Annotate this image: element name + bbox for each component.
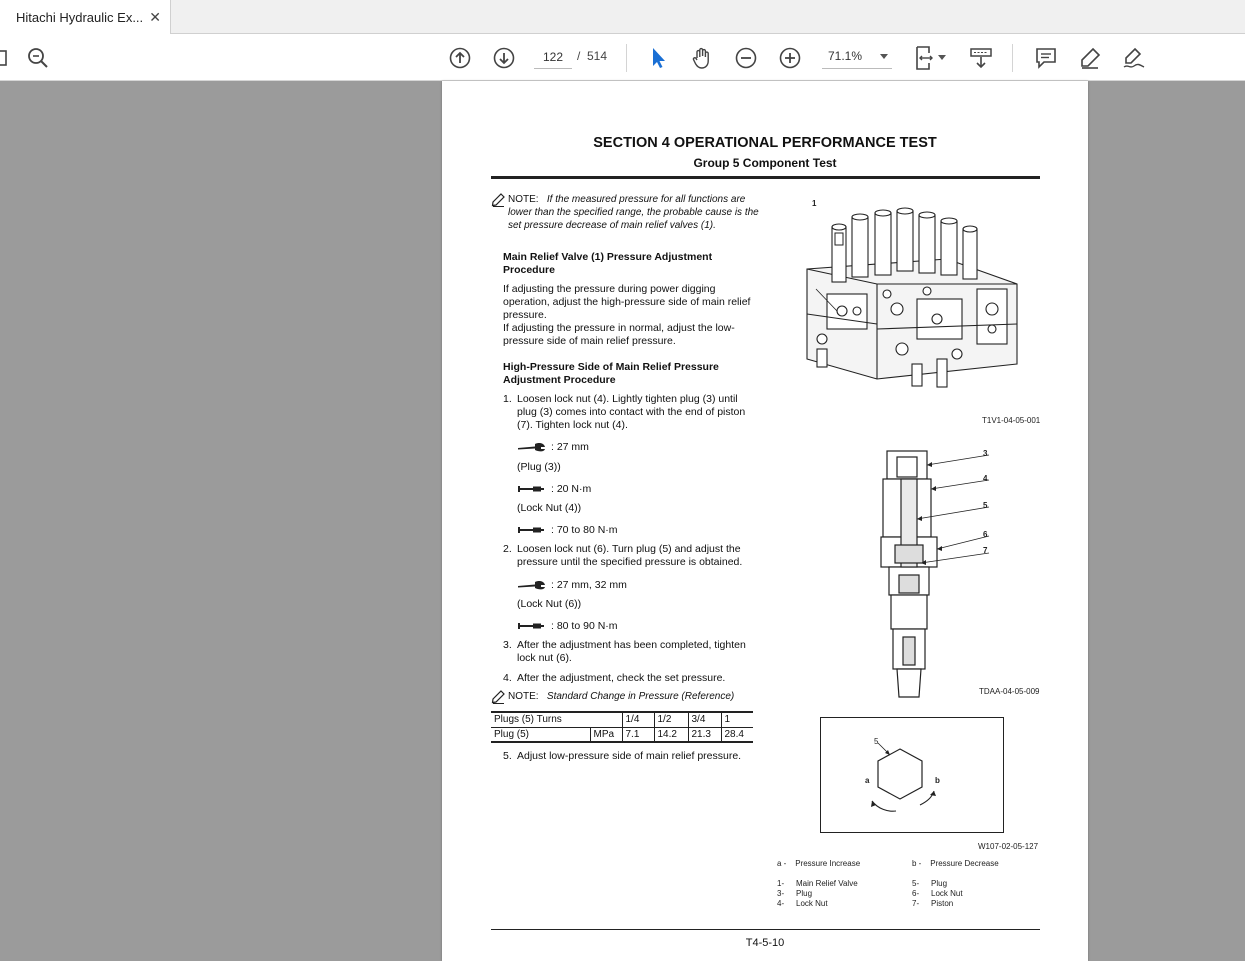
pressure-reference-table: [491, 711, 753, 743]
torque-wrench-icon: [517, 526, 547, 534]
legend-item: b - Pressure Decrease: [912, 859, 999, 868]
step-item: 1. Loosen lock nut (4). Lightly tighten plug (3) until plug (3) comes into contact with the end of piston (7). Tighten lock nut (4).: [503, 393, 746, 431]
page-number-input[interactable]: [534, 45, 572, 69]
relief-valve-cross-section: [877, 449, 997, 699]
document-tab[interactable]: [0, 0, 171, 34]
note-text-line: Standard Change in Pressure (Reference): [546, 691, 735, 702]
figure-callout: 5: [874, 737, 879, 746]
torque-wrench-icon: [517, 622, 547, 630]
zoom-out-icon[interactable]: [732, 44, 760, 72]
close-tab-icon[interactable]: ✕: [149, 9, 161, 25]
step-item: 3. After the adjustment has been completed, tighten lock nut (6).: [503, 639, 746, 664]
hex-plug-diagram: [820, 717, 1004, 833]
spec-note: (Lock Nut (4)): [517, 502, 582, 514]
step-item: 2. Loosen lock nut (6). Turn plug (5) and adjust the pressure until the specified pressure is obtained.: [503, 543, 743, 568]
section-heading: High-Pressure Side of Main Relief Pressure Adjustment Procedure: [503, 361, 719, 386]
note-text-line: If the measured pressure for all functions are: [546, 194, 746, 205]
panel-toggle-icon[interactable]: [0, 44, 14, 72]
paragraph: If adjusting the pressure during power digging operation, adjust the high-pressure side of main relief pressure. If adjusting the pressure in normal, adjust the low- pressure side of main relief pressure.: [503, 283, 751, 347]
page-total: 514: [587, 49, 608, 63]
toolbar: [0, 34, 1245, 81]
highlight-pen-icon[interactable]: [1076, 44, 1104, 72]
figure-label-b: b: [935, 776, 940, 785]
legend-item: a - Pressure Increase: [777, 859, 861, 868]
document-viewport[interactable]: [0, 81, 1245, 961]
page-footer: T4-5-10: [745, 937, 785, 949]
chevron-down-icon: [880, 54, 888, 59]
comment-icon[interactable]: [1032, 44, 1060, 72]
search-icon[interactable]: [24, 44, 52, 72]
note-label: NOTE:: [508, 194, 539, 205]
spec-line: : 27 mm: [517, 441, 589, 454]
legend-item: 4- Lock Nut: [777, 899, 828, 908]
page-subtitle: Group 5 Component Test: [693, 156, 837, 170]
note-text-line: lower than the specified range, the probable cause is the: [508, 207, 759, 218]
tab-title: Hitachi Hydraulic Ex...: [16, 9, 144, 25]
legend-item: 3- Plug: [777, 889, 813, 898]
legend-item: 1- Main Relief Valve: [777, 879, 858, 888]
wrench-icon: [517, 580, 547, 590]
zoom-value: 71.1%: [828, 49, 863, 63]
spec-note: (Plug (3)): [517, 461, 561, 473]
spec-line: : 27 mm, 32 mm: [517, 579, 627, 592]
torque-wrench-icon: [517, 485, 547, 493]
wrench-icon: [517, 442, 547, 452]
table-row: Plug (5) MPa 7.1 14.2 21.3 28.4: [491, 727, 753, 742]
figure-code: W107-02-05-127: [978, 842, 1039, 851]
legend-item: 7- Piston: [912, 899, 954, 908]
zoom-select[interactable]: [822, 45, 892, 69]
tab-bar: [0, 0, 1245, 34]
note-pencil-icon: [491, 690, 505, 704]
figure-callout: 3: [983, 449, 988, 458]
sign-icon[interactable]: [1120, 44, 1148, 72]
spec-note: (Lock Nut (6)): [517, 598, 582, 610]
figure-label-a: a: [865, 776, 870, 785]
fit-page-icon[interactable]: [910, 44, 938, 72]
control-valve-illustration: [797, 199, 1027, 414]
page-down-icon[interactable]: [490, 44, 518, 72]
hand-icon[interactable]: [688, 44, 716, 72]
footer-rule: [491, 929, 1040, 930]
legend-item: 5- Plug: [912, 879, 948, 888]
figure-callout: 4: [983, 474, 988, 483]
page-separator: /: [577, 49, 581, 63]
note-label: NOTE:: [508, 691, 539, 702]
section-heading: Main Relief Valve (1) Pressure Adjustment Procedure: [503, 251, 713, 276]
figure-code: T1V1-04-05-001: [982, 416, 1041, 425]
spec-line: : 20 N·m: [517, 483, 591, 496]
note-block: [491, 193, 761, 232]
fit-page-chevron-icon[interactable]: [938, 55, 946, 60]
step-item: 4. After the adjustment, check the set pressure.: [503, 672, 726, 684]
figure-callout: 5: [983, 501, 988, 510]
page-title: SECTION 4 OPERATIONAL PERFORMANCE TEST: [593, 135, 937, 151]
toolbar-divider: [626, 44, 627, 72]
scroll-mode-icon[interactable]: [967, 44, 995, 72]
spec-line: : 70 to 80 N·m: [517, 524, 618, 537]
figure-code: TDAA-04-05-009: [979, 687, 1040, 696]
table-row: Plugs (5) Turns 1/4 1/2 3/4 1: [491, 712, 753, 727]
page-up-icon[interactable]: [446, 44, 474, 72]
note-block: [491, 690, 761, 703]
spec-line: : 80 to 90 N·m: [517, 620, 618, 633]
figure-callout: 6: [983, 530, 988, 539]
figure-callout: 7: [983, 546, 988, 555]
note-pencil-icon: [491, 193, 505, 207]
pdf-page: [442, 81, 1088, 961]
step-item: 5. Adjust low-pressure side of main relief pressure.: [503, 750, 742, 762]
select-cursor-icon[interactable]: [644, 44, 672, 72]
header-rule: [491, 176, 1040, 179]
toolbar-divider: [1012, 44, 1013, 72]
zoom-in-icon[interactable]: [776, 44, 804, 72]
legend-item: 6- Lock Nut: [912, 889, 963, 898]
note-text-line: set pressure decrease of main relief valves (1).: [508, 220, 716, 231]
figure-callout: 1: [812, 199, 817, 208]
